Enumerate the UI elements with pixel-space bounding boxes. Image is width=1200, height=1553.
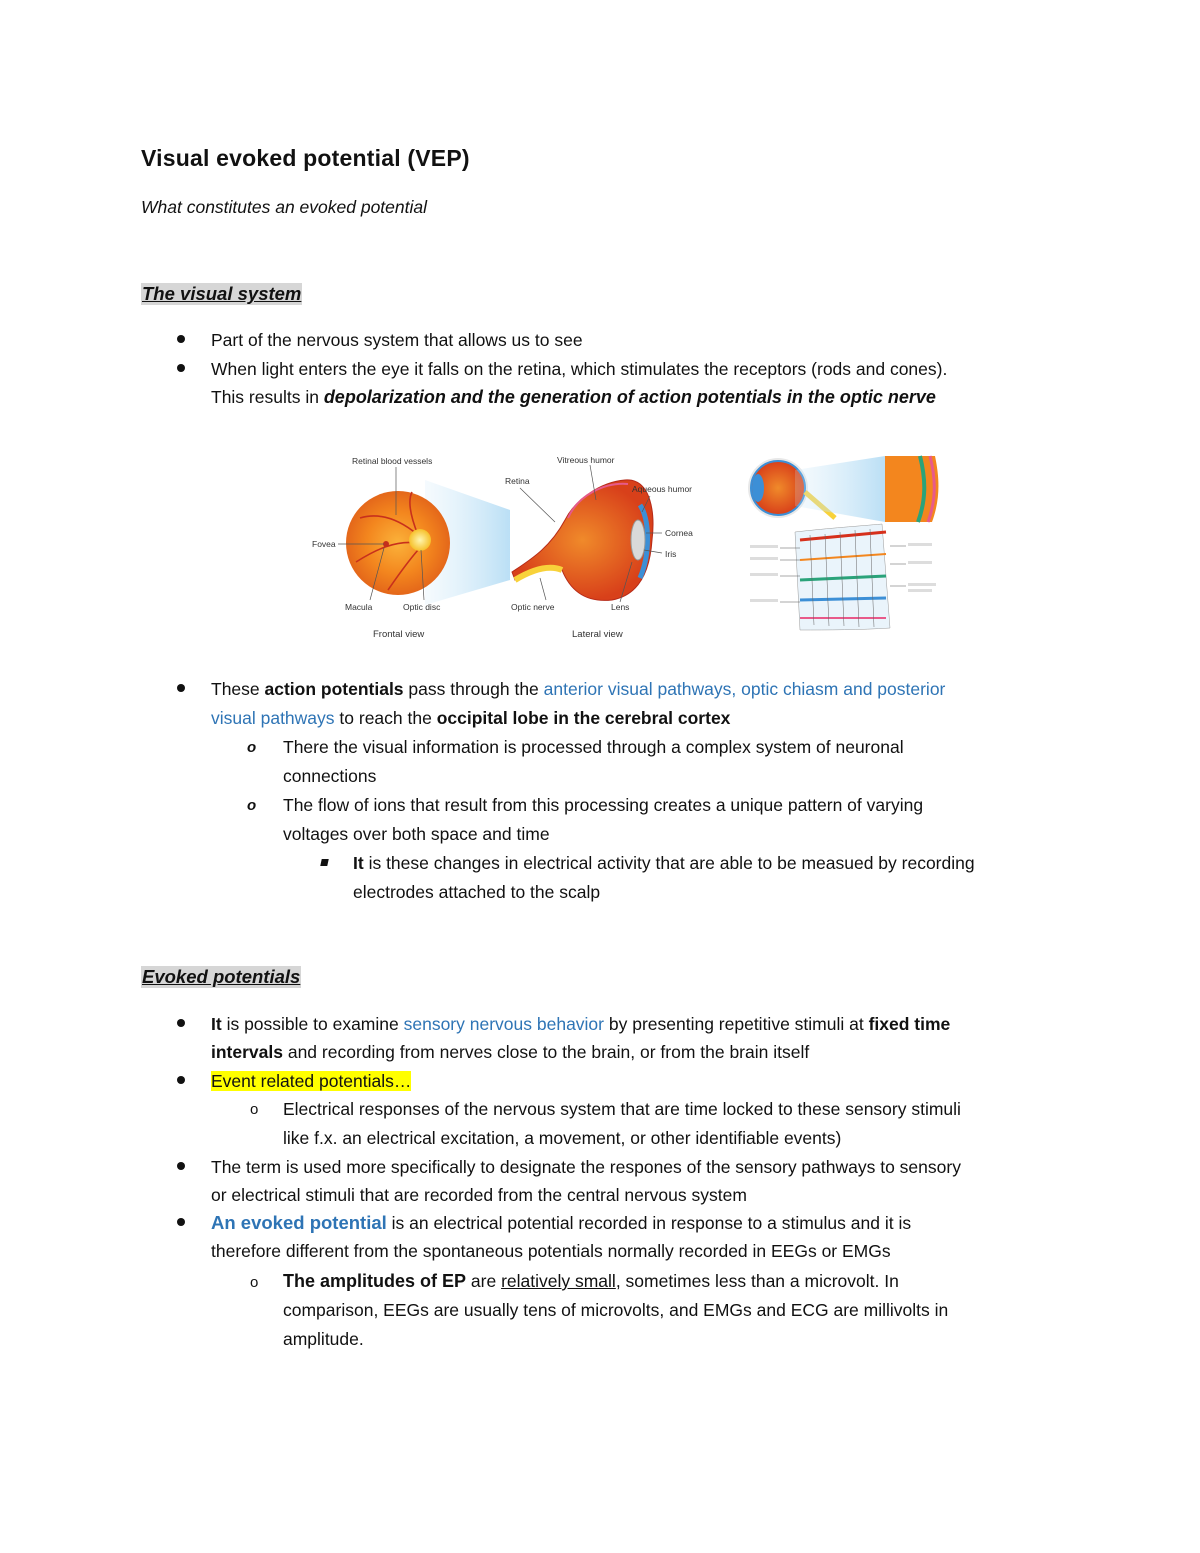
sub-list-item-continuation: like f.x. an electrical excitation, a movement, or other identifiable events) bbox=[283, 1128, 842, 1148]
label-retina: Retina bbox=[505, 476, 530, 486]
label-aqueous-humor: Aqueous humor bbox=[632, 484, 693, 494]
label-optic-disc: Optic disc bbox=[403, 602, 441, 612]
sub-bullet-icon: o bbox=[247, 797, 257, 814]
list-item-continuation: or electrical stimuli that are recorded from the central nervous system bbox=[211, 1185, 747, 1205]
lateral-view bbox=[505, 455, 693, 640]
bullet-icon bbox=[177, 1218, 185, 1226]
list-item-continuation: intervals and recording from nerves close to the brain, or from the brain itself bbox=[211, 1042, 810, 1062]
bullet-icon bbox=[177, 1076, 185, 1084]
label-iris: Iris bbox=[665, 549, 677, 559]
document-title: Visual evoked potential (VEP) bbox=[141, 145, 470, 171]
section-heading-visual-system: The visual system bbox=[142, 283, 302, 304]
bullet-icon bbox=[177, 1019, 185, 1027]
sub-list-item: Electrical responses of the nervous system that are time locked to these sensory stimuli bbox=[283, 1099, 961, 1119]
sub-list-item-continuation: comparison, EEGs are usually tens of microvolts, and EMGs and ECG are millivolts in bbox=[283, 1300, 949, 1320]
caption-frontal-view: Frontal view bbox=[373, 629, 425, 640]
bullet-icon bbox=[177, 335, 185, 343]
list-item-continuation: therefore different from the spontaneous potentials normally recorded in EEGs or EMGs bbox=[211, 1241, 891, 1261]
sub-bullet-icon: o bbox=[250, 1101, 259, 1118]
list-item-continuation: This results in depolarization and the generation of action potentials in the optic nerve bbox=[211, 387, 936, 407]
list-item: The term is used more specifically to designate the respones of the sensory pathways to sensory bbox=[211, 1157, 961, 1177]
sub-list-item: The amplitudes of EP are relatively small, sometimes less than a microvolt. In bbox=[283, 1271, 899, 1291]
label-optic-nerve: Optic nerve bbox=[511, 602, 555, 612]
sub-bullet-icon: o bbox=[247, 739, 257, 756]
sub-list-item-continuation: voltages over both space and time bbox=[283, 824, 550, 844]
sub-list-item: The flow of ions that result from this processing creates a unique pattern of varying bbox=[283, 795, 924, 815]
sub-sub-list-item: It is these changes in electrical activity that are able to be measued by recording bbox=[353, 853, 975, 873]
list-item: When light enters the eye it falls on the retina, which stimulates the receptors (rods and cones). bbox=[211, 359, 948, 379]
retina-layers-view bbox=[748, 456, 938, 630]
list-item: Part of the nervous system that allows us to see bbox=[211, 330, 583, 350]
eye-anatomy-figure bbox=[300, 440, 960, 650]
section-heading-evoked-potentials: Evoked potentials bbox=[142, 966, 301, 987]
bullet-icon bbox=[177, 364, 185, 372]
label-fovea: Fovea bbox=[312, 539, 336, 549]
document-subtitle: What constitutes an evoked potential bbox=[141, 197, 428, 217]
label-cornea: Cornea bbox=[665, 528, 693, 538]
sub-sub-list-item-continuation: electrodes attached to the scalp bbox=[353, 882, 601, 902]
bullet-icon bbox=[177, 1162, 185, 1170]
caption-lateral-view: Lateral view bbox=[572, 629, 623, 640]
sub-bullet-icon: o bbox=[250, 1274, 259, 1291]
sub-list-item-continuation: connections bbox=[283, 766, 377, 786]
label-retinal-vessels: Retinal blood vessels bbox=[352, 456, 433, 466]
frontal-view bbox=[312, 456, 510, 640]
square-bullet-icon bbox=[320, 859, 328, 866]
list-item: These action potentials pass through the anterior visual pathways, optic chiasm and posterior bbox=[211, 679, 946, 699]
label-lens: Lens bbox=[611, 602, 630, 612]
sub-list-item: There the visual information is processed through a complex system of neuronal bbox=[283, 737, 904, 757]
list-item: An evoked potential is an electrical potential recorded in response to a stimulus and it is bbox=[211, 1212, 912, 1233]
label-macula: Macula bbox=[345, 602, 373, 612]
list-item: It is possible to examine sensory nervous behavior by presenting repetitive stimuli at fixed time bbox=[211, 1014, 951, 1034]
list-item-highlighted: Event related potentials… bbox=[211, 1071, 412, 1091]
bullet-icon bbox=[177, 684, 185, 692]
label-vitreous-humor: Vitreous humor bbox=[557, 455, 615, 465]
list-item-continuation: visual pathways to reach the occipital lobe in the cerebral cortex bbox=[211, 708, 731, 728]
sub-list-item-continuation: amplitude. bbox=[283, 1329, 364, 1349]
